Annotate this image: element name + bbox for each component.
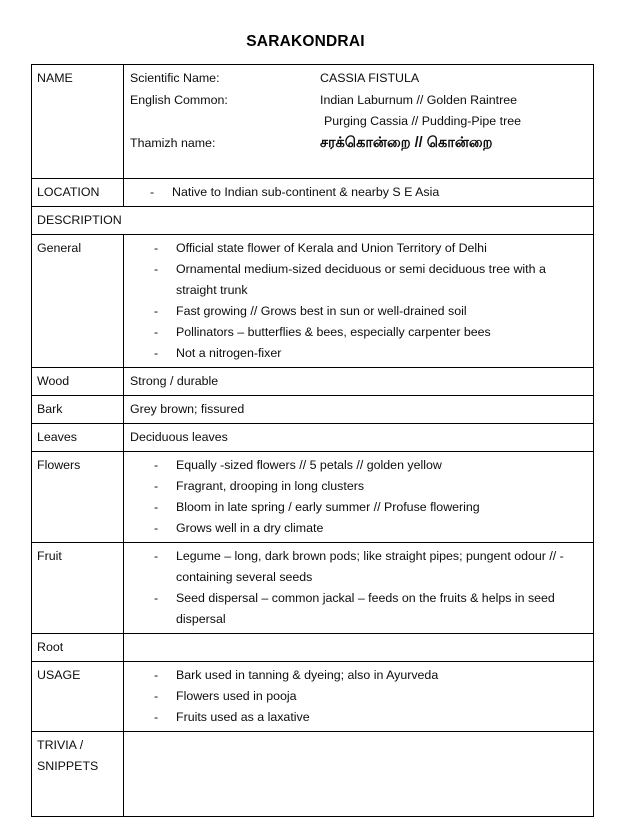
row-label-name: [32, 65, 124, 179]
row-label-flowers: [32, 452, 124, 543]
flowers-list: [124, 452, 593, 542]
name-value-english-alt: Purging Cassia // Pudding-Pipe tree: [324, 114, 521, 128]
list-item: - Pollinators – butterflies & bees, especially carpenter bees: [124, 322, 589, 343]
name-key-english-alt: [130, 111, 320, 133]
list-item: - Bloom in late spring / early summer // Profuse flowering: [124, 497, 589, 518]
table-row-trivia: [32, 732, 594, 817]
table-row-wood: [32, 368, 594, 396]
label-root: Root: [37, 640, 64, 654]
list-item: - Flowers used in pooja: [124, 686, 589, 707]
row-value-leaves: [124, 424, 594, 452]
table-row-leaves: [32, 424, 594, 452]
label-trivia-line1: TRIVIA /: [37, 738, 84, 752]
list-item: - Fruits used as a laxative: [124, 707, 589, 728]
list-item: - Legume – long, dark brown pods; like straight pipes; pungent odour // - containing several seeds: [124, 546, 589, 588]
fruit-list: [124, 543, 593, 633]
table-row-fruit: [32, 543, 594, 634]
name-entry-english-alt: [130, 111, 593, 133]
row-value-wood: [124, 368, 594, 396]
row-label-trivia: [32, 732, 124, 817]
row-label-fruit: [32, 543, 124, 634]
row-value-root: [124, 634, 594, 662]
value-root: [124, 634, 593, 655]
list-item: - Official state flower of Kerala and Union Territory of Delhi: [124, 238, 589, 259]
list-item: - Fast growing // Grows best in sun or well-drained soil: [124, 301, 589, 322]
list-item: - Fragrant, drooping in long clusters: [124, 476, 589, 497]
usage-list: [124, 662, 593, 731]
value-wood: Strong / durable: [130, 374, 219, 388]
table-row-root: [32, 634, 594, 662]
table-row-general: [32, 235, 594, 368]
row-label-wood: [32, 368, 124, 396]
table-row-description: [32, 207, 594, 235]
name-value-english: Indian Laburnum // Golden Raintree: [320, 92, 517, 107]
label-wood: Wood: [37, 374, 70, 388]
row-value-fruit: [124, 543, 594, 634]
page-title: SARAKONDRAI: [246, 33, 365, 50]
label-location: LOCATION: [37, 185, 100, 199]
label-bark: Bark: [37, 402, 63, 416]
location-list: [124, 179, 593, 206]
row-label-general: [32, 235, 124, 368]
value-trivia: [124, 732, 593, 816]
table-row-location: [32, 179, 594, 207]
label-flowers: Flowers: [37, 458, 81, 472]
row-label-location: [32, 179, 124, 207]
row-value-flowers: [124, 452, 594, 543]
tree-fact-table: [31, 64, 594, 817]
label-fruit: Fruit: [37, 549, 62, 563]
table-row-name: [32, 65, 594, 179]
name-key-scientific: Scientific Name:: [130, 71, 220, 85]
table-row-flowers: [32, 452, 594, 543]
row-label-bark: [32, 396, 124, 424]
name-entry-thamizh: [130, 133, 593, 155]
list-item: - Native to Indian sub-continent & nearby S E Asia: [124, 182, 589, 203]
list-item: - Not a nitrogen-fixer: [124, 343, 589, 364]
row-value-usage: [124, 662, 594, 732]
list-item: - Equally -sized flowers // 5 petals // golden yellow: [124, 455, 589, 476]
name-entry-scientific: [130, 68, 593, 90]
row-value-general: [124, 235, 594, 368]
table-row-usage: [32, 662, 594, 732]
value-leaves: Deciduous leaves: [130, 430, 228, 444]
row-value-location: [124, 179, 594, 207]
row-label-leaves: [32, 424, 124, 452]
label-trivia-line2: SNIPPETS: [37, 759, 99, 773]
name-value-thamizh: சரக்கொன்றை // கொன்றை: [320, 134, 493, 151]
name-key-english: English Common:: [130, 92, 228, 107]
list-item: - Grows well in a dry climate: [124, 518, 589, 539]
row-label-usage: [32, 662, 124, 732]
label-usage: USAGE: [37, 668, 81, 682]
list-item: - Ornamental medium-sized deciduous or semi deciduous tree with a straight trunk: [124, 259, 589, 301]
list-item: - Bark used in tanning & dyeing; also in Ayurveda: [124, 665, 589, 686]
label-general: General: [37, 241, 82, 255]
row-label-description: [32, 207, 594, 235]
name-key-thamizh: Thamizh name:: [130, 135, 216, 150]
value-bark: Grey brown; fissured: [130, 402, 245, 416]
label-description: DESCRIPTION: [37, 213, 122, 227]
name-entry-english: [130, 90, 593, 112]
label-name: NAME: [37, 71, 73, 85]
label-leaves: Leaves: [37, 430, 77, 444]
row-value-trivia: [124, 732, 594, 817]
row-value-bark: [124, 396, 594, 424]
name-block-spacer: [130, 154, 593, 175]
row-value-name: [124, 65, 594, 179]
list-item: - Seed dispersal – common jackal – feeds on the fruits & helps in seed dispersal: [124, 588, 589, 630]
name-value-scientific: CASSIA FISTULA: [320, 71, 420, 85]
general-list: [124, 235, 593, 367]
table-row-bark: [32, 396, 594, 424]
row-label-root: [32, 634, 124, 662]
